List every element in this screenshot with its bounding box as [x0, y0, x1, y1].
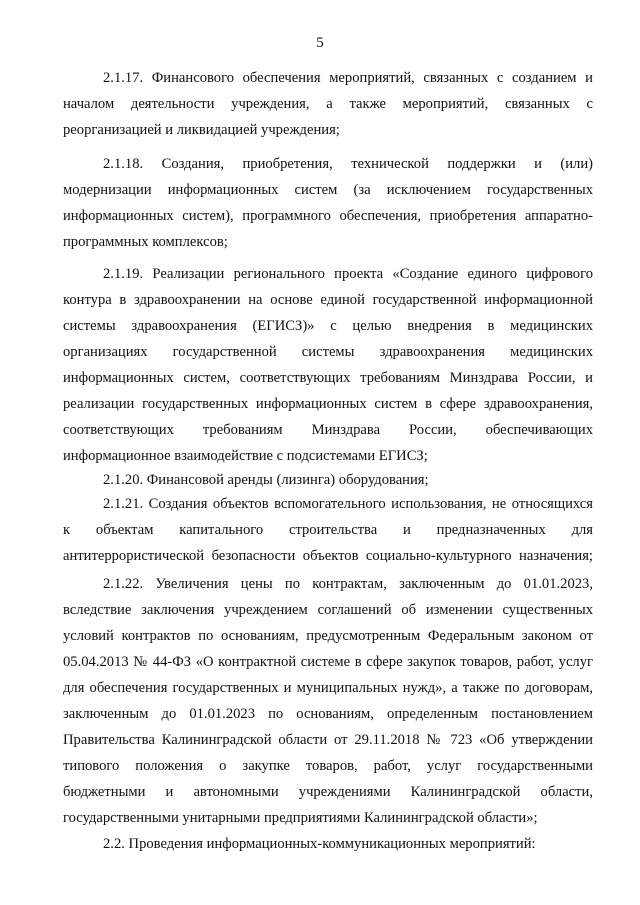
- text-line: государственными унитарными предприятиями Калининградской области»;: [63, 810, 538, 826]
- text-line: к объектам капитального строительства и предназначенных для: [63, 522, 593, 538]
- text-line: модернизации информационных систем (за исключением государственных: [63, 182, 593, 198]
- text-line: контура в здравоохранении на основе единой государственной информационной: [63, 292, 593, 308]
- text-line: 05.04.2013 № 44-ФЗ «О контрактной системе в сфере закупок товаров, работ, услуг: [63, 654, 593, 670]
- text-line: бюджетными и автономными учреждениями Калининградской области,: [63, 784, 593, 800]
- text-line: информационных систем, соответствующих требованиям Минздрава России, и: [63, 370, 593, 386]
- text-line: программных комплексов;: [63, 234, 228, 250]
- text-line: антитеррористической безопасности объектов социально-культурного назначения;: [63, 548, 593, 564]
- text-line: информационных систем), программного обеспечения, приобретения аппаратно-: [63, 208, 593, 224]
- text-line: 2.1.21. Создания объектов вспомогательного использования, не относящихся: [103, 496, 593, 512]
- text-line: типового положения о закупке товаров, работ, услуг государственными: [63, 758, 593, 774]
- text-line: организациях государственной системы здравоохранения медицинских: [63, 344, 593, 360]
- text-line: реализации государственных информационных систем в сфере здравоохранения,: [63, 396, 593, 412]
- text-line: Правительства Калининградской области от 29.11.2018 № 723 «Об утверждении: [63, 732, 593, 748]
- text-line: 2.1.22. Увеличения цены по контрактам, заключенным до 01.01.2023,: [103, 576, 593, 592]
- page-number: 5: [316, 35, 324, 51]
- text-line: 2.1.17. Финансового обеспечения мероприятий, связанных с созданием и: [103, 70, 593, 86]
- text-line: 2.2. Проведения информационных-коммуникационных мероприятий:: [103, 836, 536, 852]
- text-line: 2.1.19. Реализации регионального проекта «Создание единого цифрового: [103, 266, 593, 282]
- text-line: вследствие заключения учреждением соглашений об изменении существенных: [63, 602, 593, 618]
- text-line: реорганизацией и ликвидацией учреждения;: [63, 122, 340, 138]
- text-line: 2.1.20. Финансовой аренды (лизинга) оборудования;: [103, 472, 429, 488]
- text-line: соответствующих требованиям Минздрава России, обеспечивающих: [63, 422, 593, 438]
- text-line: для обеспечения государственных и муниципальных нужд», а также по договорам,: [63, 680, 593, 696]
- text-line: 2.1.18. Создания, приобретения, технической поддержки и (или): [103, 156, 593, 172]
- text-line: информационное взаимодействие с подсистемами ЕГИСЗ;: [63, 448, 428, 464]
- text-line: началом деятельности учреждения, а также мероприятий, связанных с: [63, 96, 593, 112]
- text-line: системы здравоохранения (ЕГИСЗ)» с целью внедрения в медицинских: [63, 318, 593, 334]
- text-line: заключенным до 01.01.2023 по основаниям, определенным постановлением: [63, 706, 593, 722]
- text-line: условий контрактов по основаниям, предусмотренным Федеральным законом от: [63, 628, 593, 644]
